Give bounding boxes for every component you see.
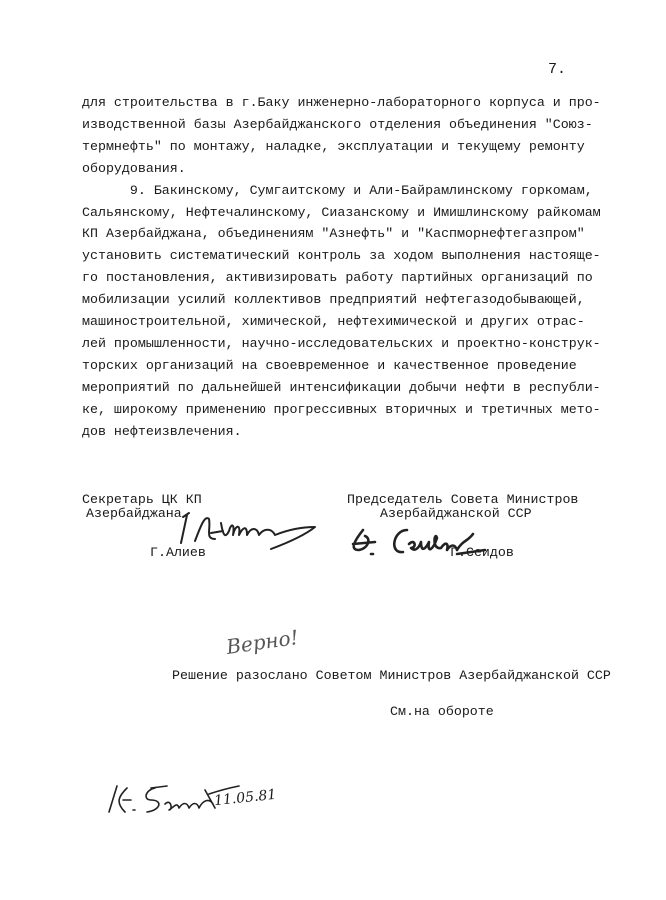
body-line: го постановления, активизировать работу партийных организаций по <box>82 270 593 286</box>
body-line: машиностроительной, химической, нефтехимической и других отрас- <box>82 314 585 329</box>
body-line: мобилизации усилий коллективов предприятий нефтегазодобывающей, <box>82 292 585 308</box>
body-line: дов нефтеизвлечения. <box>82 423 242 439</box>
body-line: КП Азербайджана, объединениям "Азнефть" и "Каспморнефтегазпром" <box>82 226 585 242</box>
body-line: изводственной базы Азербайджанского отделения объединения "Союз- <box>82 116 593 132</box>
body-line: ке, широкому применению прогрессивных вторичных и третичных мето- <box>82 401 601 417</box>
right-signatory-title-line2: Азербайджанской ССР <box>380 506 532 521</box>
left-signatory-name: Г.Алиев <box>150 545 206 560</box>
seidov-signature <box>345 520 515 570</box>
handwritten-note: Верно! <box>224 625 300 659</box>
left-signatory-title-line2: Азербайджана <box>86 506 182 521</box>
distribution-note: Решение разослано Советом Министров Азербайджанской ССР <box>172 668 611 683</box>
body-line: 9. Бакинскому, Сумгаитскому и Али-Байрамлинскому горкомам, <box>82 182 593 198</box>
right-signatory-title-line1: Председатель Совета Министров <box>347 492 579 507</box>
body-line: для строительства в г.Баку инженерно-лабораторного корпуса и про- <box>82 95 601 110</box>
body-line: установить систематический контроль за ходом выполнения настояще- <box>82 248 601 264</box>
right-signatory-name: Г.Сеидов <box>450 545 514 560</box>
body-line: лей промышленности, научно-исследовательских и проектно-конструк- <box>82 335 601 351</box>
body-line: Сальянскому, Нефтечалинскому, Сиазанскому и Имишлинскому райкомам <box>82 204 601 220</box>
body-line: мероприятий по дальнейшей интенсификации добычи нефти в республи- <box>82 379 601 395</box>
aliev-signature <box>175 505 335 555</box>
body-line: торских организаций на своевременное и качественное проведение <box>82 357 577 373</box>
see-reverse-note: См.на обороте <box>390 704 494 719</box>
left-signatory-title-line1: Секретарь ЦК КП <box>82 492 202 507</box>
handwritten-date: 11.05.81 <box>213 786 278 810</box>
body-line: оборудования. <box>82 160 186 176</box>
body-line: термнефть" по монтажу, наладке, эксплуатации и текущему ремонту <box>82 138 585 154</box>
page-number: 7. <box>548 61 567 78</box>
